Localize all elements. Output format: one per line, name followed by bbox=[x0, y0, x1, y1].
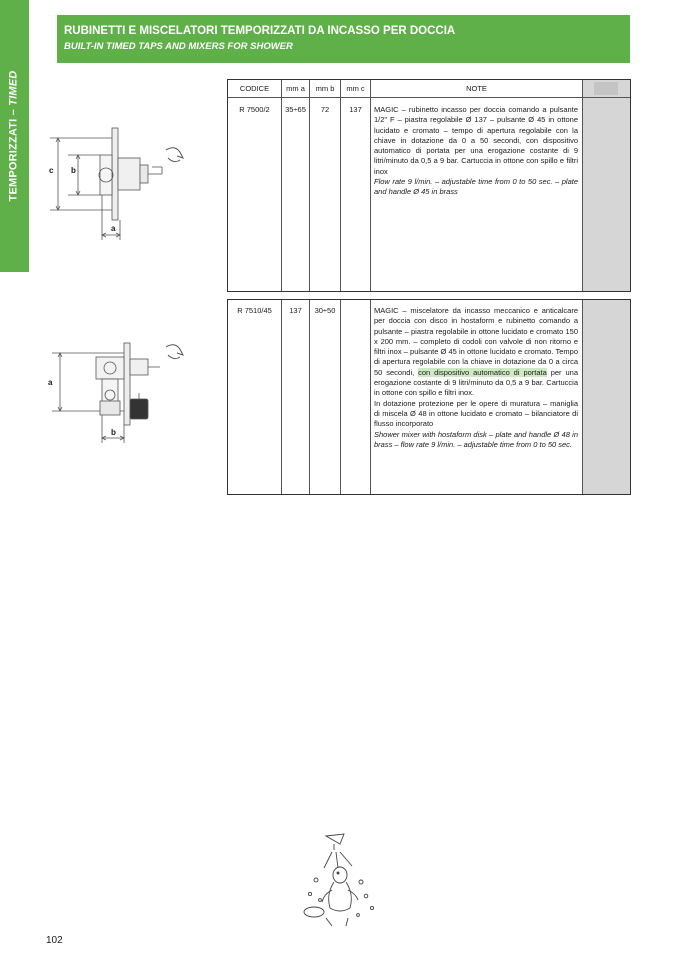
product-note bbox=[374, 105, 578, 198]
grey-column bbox=[582, 80, 630, 291]
section-subtitle: BUILT-IN TIMED TAPS AND MIXERS FOR SHOWER bbox=[64, 41, 293, 52]
highlighted-text: con dispositivo automatico di portata bbox=[418, 367, 547, 377]
note-italian-accessories: In dotazione protezione per le opere di muratura – maniglia di miscela Ø 48 in ottone lucidato e cromato – bilanciatore di flusso incorporato bbox=[374, 398, 578, 429]
dim-label-a: a bbox=[48, 378, 53, 387]
side-tab-label: TEMPORIZZATI – TIMED bbox=[7, 70, 20, 202]
tap-dimension-drawing bbox=[40, 120, 200, 245]
product-note bbox=[374, 306, 578, 450]
product-code: R 7510/45 bbox=[237, 306, 272, 315]
mascot-illustration bbox=[296, 830, 386, 930]
header-mm-a: mm a bbox=[286, 84, 305, 93]
note-italian: MAGIC – rubinetto incasso per doccia comando a pulsante 1/2" F – piastra regolabile Ø 137 – pulsante Ø 45 in ottone lucidato e cromato – tempo di apertura regolabile con la chiave in dotazione da 0 a 50 secondi, con dispositivo automatico di portata per una erogazione costante di 9 litri/minuto da 0,5 a 9 bar. Cartuccia in ottone con spillo e filtri inox bbox=[374, 105, 578, 176]
header-codice: CODICE bbox=[239, 84, 270, 93]
header-note: NOTE bbox=[466, 84, 487, 93]
value-mm-b: 30÷50 bbox=[314, 306, 336, 315]
section-title: RUBINETTI E MISCELATORI TEMPORIZZATI DA INCASSO PER DOCCIA bbox=[64, 25, 456, 37]
value-mm-c: 137 bbox=[349, 105, 362, 114]
grey-column bbox=[582, 300, 630, 494]
dim-label-b: b bbox=[71, 166, 76, 175]
grey-header-cell bbox=[594, 82, 618, 95]
product-table-r7510 bbox=[227, 299, 631, 495]
header-mm-b: mm b bbox=[315, 84, 335, 93]
note-english: Shower mixer with hostaform disk – plate and handle Ø 48 in brass – flow rate 9 l/min. – adjustable time from 0 to 50 sec. bbox=[374, 429, 578, 449]
product-table-r7500 bbox=[227, 79, 631, 292]
note-italian: MAGIC – miscelatore da incasso meccanico e anticalcare per doccia con disco in hostaform e rubinetto comando a pulsante – piastra regolabile in ottone lucidato e cromato 150 x 200 mm. – completo di codoli con valvole di non ritorno e filtri inox – pulsante Ø 45 in ottone lucidato e cromato. Tempo di apertura regolabile con la chiave in dotazione da 0 a circa 50 secondi, con dispositivo automatico di portata per una erogazione costante di 9 litri/minuto da 0,5 a 9 bar. Cartuccia in ottone con spillo e filtri inox. bbox=[374, 306, 578, 398]
note-english: Flow rate 9 l/min. – adjustable time from 0 to 50 sec. – plate and handle Ø 45 in brass bbox=[374, 177, 578, 197]
value-mm-a: 137 bbox=[289, 306, 302, 315]
section-header bbox=[57, 15, 630, 63]
side-section-tab bbox=[0, 0, 29, 272]
table-header-row bbox=[228, 80, 630, 98]
page-number: 102 bbox=[46, 935, 63, 946]
dim-label-c: c bbox=[49, 166, 54, 175]
product-code: R 7500/2 bbox=[239, 105, 270, 114]
header-mm-c: mm c bbox=[346, 84, 365, 93]
dim-label-b: b bbox=[111, 428, 116, 437]
value-mm-a: 35÷65 bbox=[285, 105, 306, 114]
value-mm-b: 72 bbox=[320, 105, 330, 114]
mixer-dimension-drawing bbox=[40, 335, 200, 450]
dim-label-a: a bbox=[111, 224, 116, 233]
